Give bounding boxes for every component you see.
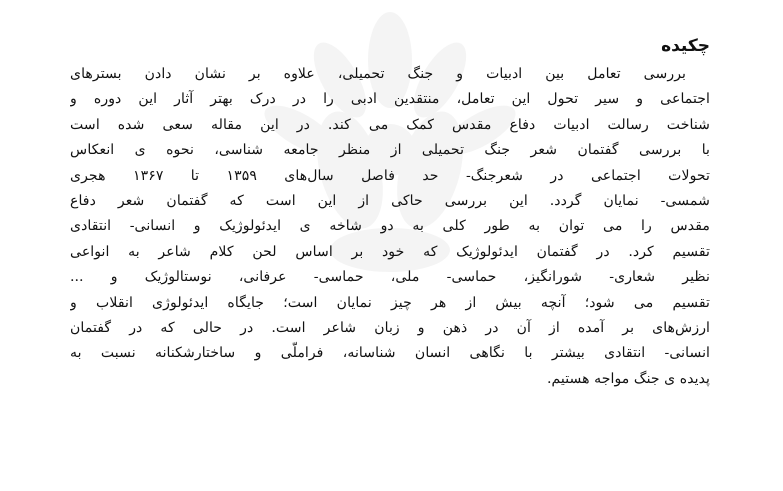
abstract-line: تقسیم می شود؛ آنچه بیش از هر چیز نمایان است؛ جایگاه ایدئولوژی انقلاب و	[70, 294, 710, 311]
abstract-line: اجتماعی و سیر تحول این تعامل، منتقدین ادبی را در درک بهتر آثار این دوره و	[70, 91, 710, 108]
abstract-line: تحولات اجتماعی در شعرجنگ- حد فاصل سال‌های ۱۳۵۹ تا ۱۳۶۷ هجری	[70, 167, 710, 184]
abstract-line: با بررسی گفتمان شعر جنگ تحمیلی از منظر جامعه شناسی، نحوه ی انعکاس	[70, 142, 710, 159]
abstract-line: ارزش‌های بر آمده از آن در ذهن و زبان شاعر است. در حالی که در گفتمان	[70, 319, 710, 336]
abstract-section	[70, 34, 710, 392]
abstract-line: شناخت رسالت ادبیات دفاع مقدس کمک می کند. در این مقاله سعی شده است	[70, 116, 710, 133]
abstract-line: انسانی- انتقادی بیشتر با نگاهی انسان شناسانه، فراملّی و ساختارشکنانه نسبت به	[70, 345, 710, 362]
abstract-line: پدیده ی جنگ مواجه هستیم.	[546, 370, 710, 387]
abstract-heading: چکیده	[661, 36, 710, 56]
abstract-line: شمسی- نمایان گردد. این بررسی حاکی از این است که گفتمان شعر دفاع	[70, 192, 710, 209]
abstract-line: نظیر شعاری- شورانگیز، حماسی- ملی، حماسی- عرفانی، نوستالوژیک و ...	[70, 269, 710, 286]
abstract-line: مقدس را می توان به طور کلی به دو شاخه ی ایدئولوژیک و انسانی- انتقادی	[70, 218, 710, 235]
abstract-line: تقسیم کرد. در گفتمان ایدئولوژیک که خود بر اساس لحن کلام شاعر به انواعی	[70, 243, 710, 260]
abstract-line: بررسی تعامل بین ادبیات و جنگ تحمیلی، علاوه بر نشان دادن بسترهای	[70, 66, 686, 82]
